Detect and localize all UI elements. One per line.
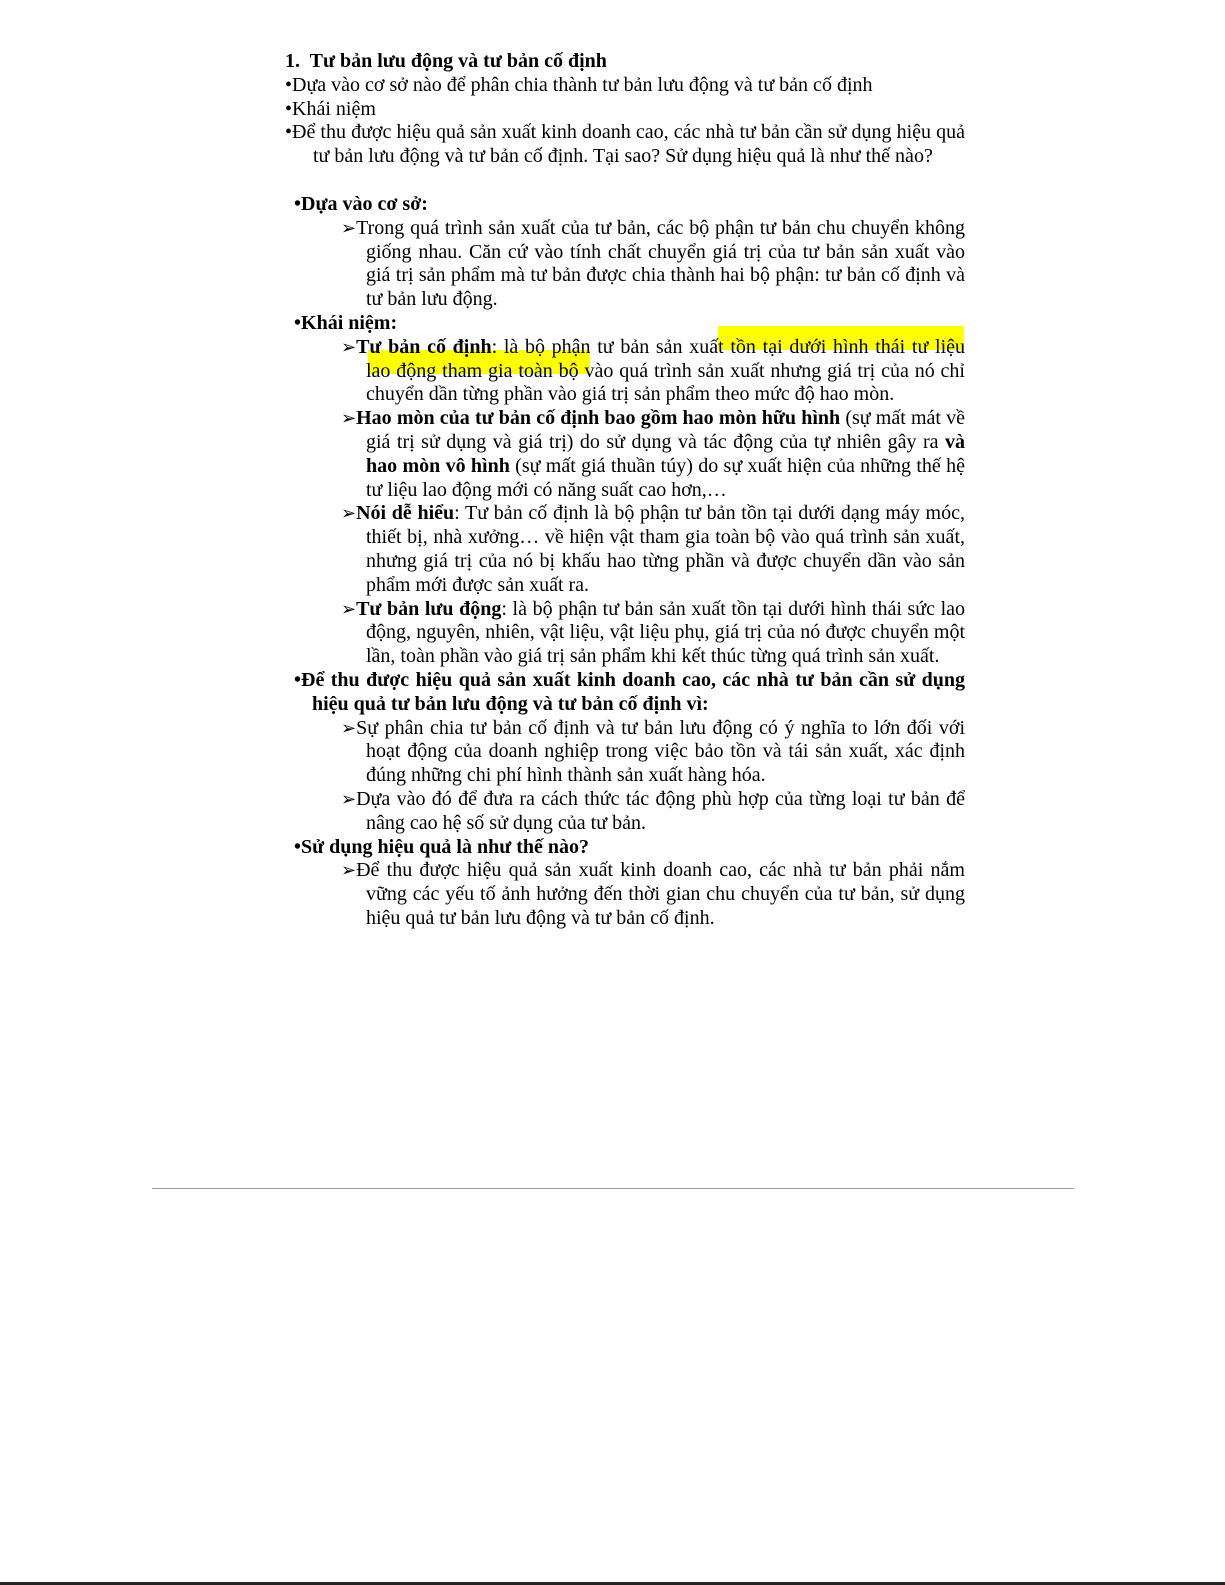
intro-item-2: •Khái niệm — [285, 97, 376, 120]
list-item: ➢Nói dễ hiểu: Tư bản cố định là bộ phận tư bản tồn tại dưới dạng máy móc, thiết bị, nhà xưởng… về hiện vật tham gia toàn bộ vào quá trình sản xuất, nhưng giá trị của nó bị khấu hao từng phần và được chuyển dần vào sản phẩm mới được sản xuất ra. — [341, 502, 965, 596]
list-item: ➢Sự phân chia tư bản cố định và tư bản lưu động có ý nghĩa to lớn đối với hoạt động của doanh nghiệp trong việc bảo tồn và tái sản xuất, xác định đúng những chi phí hình thành sản xuất hàng hóa. — [341, 716, 965, 787]
page-separator — [152, 1188, 1074, 1189]
list-item: ➢Dựa vào đó để đưa ra cách thức tác động phù hợp của từng loại tư bản để nâng cao hệ số sử dụng của tư bản. — [341, 787, 965, 834]
section-heading-hieu-qua: •Để thu được hiệu quả sản xuất kinh doanh cao, các nhà tư bản cần sử dụng hiệu quả tư bản lưu động và tư bản cố định vì: — [294, 668, 965, 715]
arrow-bullet-icon: ➢ — [341, 860, 357, 881]
bullet-icon: • — [294, 668, 302, 691]
section-heading-su-dung: •Sử dụng hiệu quả là như thế nào? — [294, 835, 590, 858]
arrow-bullet-icon: ➢ — [341, 788, 357, 809]
square-bullet-icon: • — [285, 73, 293, 96]
document-title: 1. Tư bản lưu động và tư bản cố định — [285, 50, 607, 72]
list-item: ➢Tư bản lưu động: là bộ phận tư bản sản xuất tồn tại dưới hình thái sức lao động, nguyên, nhiên, vật liệu, vật liệu phụ, giá trị của nó được chuyển một lần, toàn phần vào giá trị sản phẩm khi kết thúc từng quá trình sản xuất. — [341, 597, 966, 668]
arrow-bullet-icon: ➢ — [341, 336, 357, 357]
intro-item-1: •Dựa vào cơ sở nào để phân chia thành tư bản lưu động và tư bản cố định — [285, 73, 873, 96]
intro-item-3: •Để thu được hiệu quả sản xuất kinh doanh cao, các nhà tư bản cần sử dụng hiệu quả tư bản lưu động và tư bản cố định. Tại sao? Sử dụng hiệu quả là như thế nào? — [285, 121, 965, 168]
bullet-icon: • — [294, 192, 302, 215]
arrow-bullet-icon: ➢ — [341, 217, 357, 238]
bullet-icon: • — [294, 835, 302, 858]
bullet-icon: • — [294, 311, 302, 334]
list-item: ➢Tư bản cố định: là bộ phận tư bản sản xuất tồn tại dưới hình thái tư liệu lao động tham gia toàn bộ vào quá trình sản xuất nhưng giá trị của nó chỉ chuyển dần từng phần vào giá trị sản phẩm theo mức độ hao mòn. — [341, 335, 966, 406]
square-bullet-icon: • — [285, 121, 293, 144]
list-item: ➢Hao mòn của tư bản cố định bao gồm hao mòn hữu hình (sự mất mát về giá trị sử dụng và giá trị) do sử dụng và tác động của tự nhiên gây ra và hao mòn vô hình (sự mất giá thuần túy) do sự xuất hiện của những thế hệ tư liệu lao động mới có năng suất cao hơn,… — [341, 407, 965, 501]
list-item: ➢Trong quá trình sản xuất của tư bản, các bộ phận tư bản chu chuyển không giống nhau. Căn cứ vào tính chất chuyển giá trị của tư bản sản xuất vào giá trị sản phẩm mà tư bản được chia thành hai bộ phận: tư bản cố định và tư bản lưu động. — [341, 216, 965, 311]
list-item: ➢Để thu được hiệu quả sản xuất kinh doanh cao, các nhà tư bản phải nắm vững các yếu tố ảnh hưởng đến thời gian chu chuyển của tư bản, sử dụng hiệu quả tư bản lưu động và tư bản cố định. — [341, 859, 965, 929]
section-heading-khai-niem: •Khái niệm: — [294, 311, 398, 334]
section-heading-co-so: •Dựa vào cơ sở: — [294, 192, 428, 215]
arrow-bullet-icon: ➢ — [341, 717, 357, 738]
square-bullet-icon: • — [285, 97, 293, 120]
arrow-bullet-icon: ➢ — [341, 598, 357, 619]
document-body — [285, 50, 965, 931]
arrow-bullet-icon: ➢ — [341, 503, 357, 524]
arrow-bullet-icon: ➢ — [341, 408, 357, 429]
